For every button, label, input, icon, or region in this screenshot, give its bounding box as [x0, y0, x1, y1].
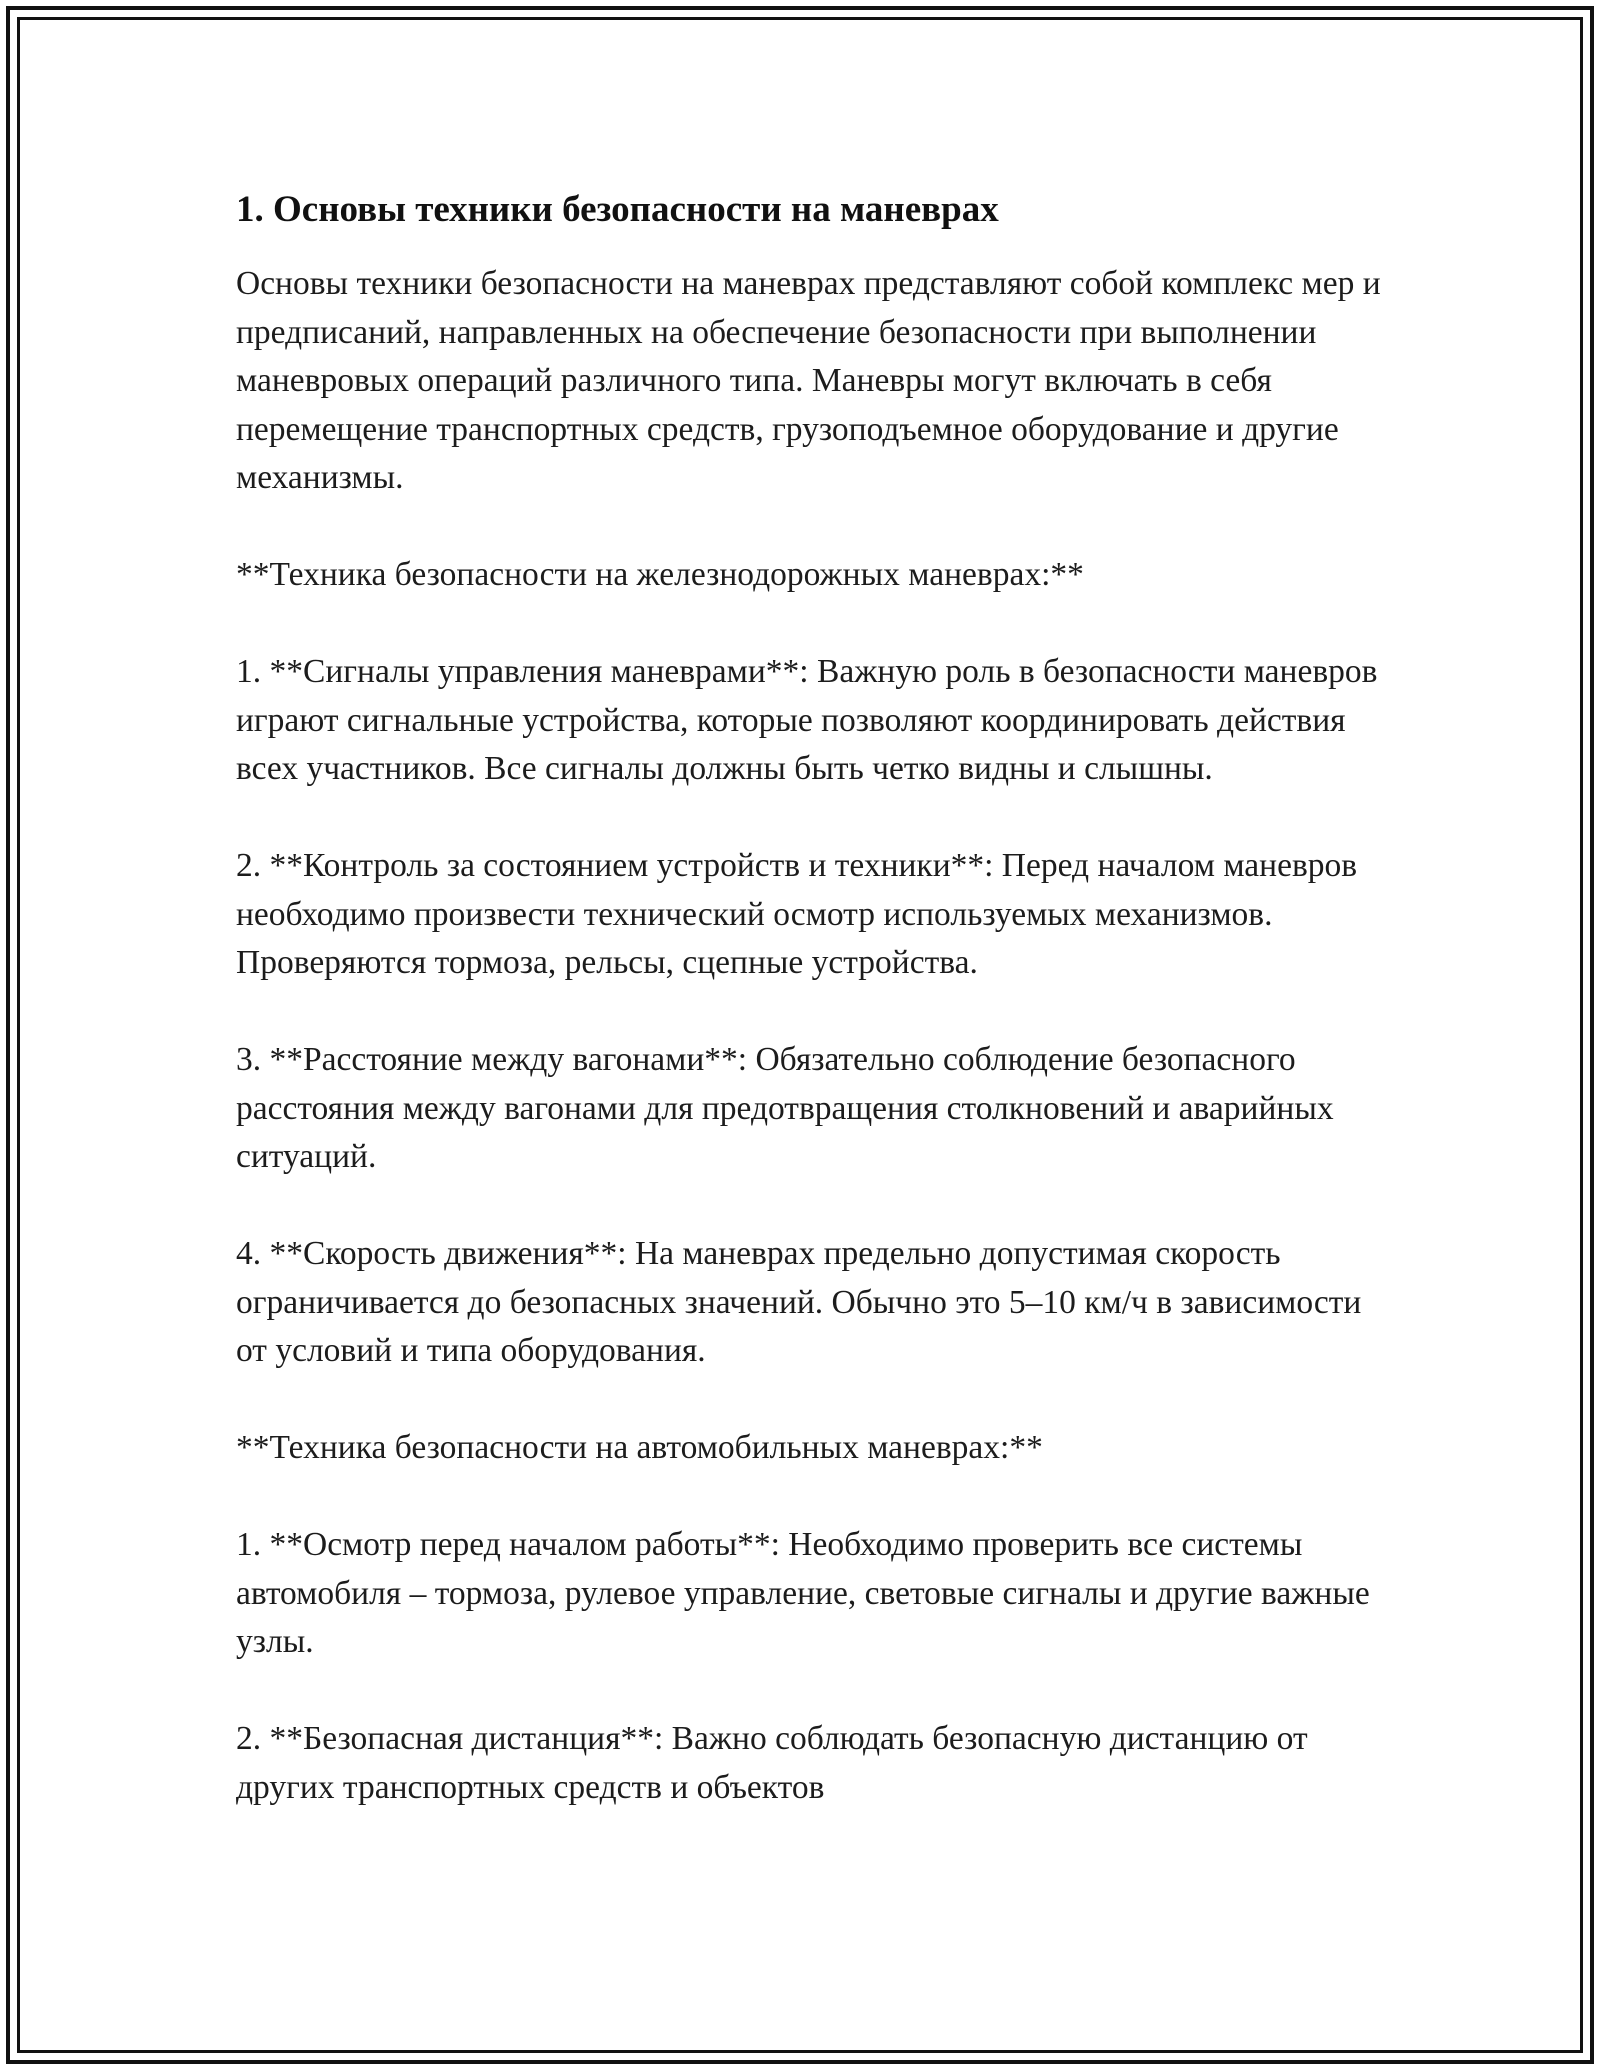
automobile-item-distance: 2. **Безопасная дистанция**: Важно соблюдать безопасную дистанцию от других транспортных средств и объектов [236, 1720, 1308, 1806]
railway-item-signals: 1. **Сигналы управления маневрами**: Важную роль в безопасности маневров играют сигнальные устройства, которые позволяют координировать действия всех участников. Все сигналы должны быть четко видны и слышны. [236, 653, 1378, 787]
railway-section-heading: **Техника безопасности на железнодорожных маневрах:** [236, 556, 1084, 593]
railway-item-inspection: 2. **Контроль за состоянием устройств и техники**: Перед началом маневров необходимо произвести технический осмотр используемых механизмов. Проверяются тормоза, рельсы, сцепные устройства. [236, 847, 1358, 981]
intro-paragraph: Основы техники безопасности на маневрах представляют собой комплекс мер и предписаний, направленных на обеспечение безопасности при выполнении маневровых операций различного типа. Маневры могут включать в себя перемещение транспортных средств, грузоподъемное оборудование и другие механизмы. [236, 265, 1381, 496]
automobile-item-inspection: 1. **Осмотр перед началом работы**: Необходимо проверить все системы автомобиля – тормоза, рулевое управление, световые сигналы и другие важные узлы. [236, 1526, 1370, 1660]
automobile-section-heading: **Техника безопасности на автомобильных маневрах:** [236, 1429, 1043, 1466]
railway-item-speed: 4. **Скорость движения**: На маневрах предельно допустимая скорость ограничивается до безопасных значений. Обычно это 5–10 км/ч в зависимости от условий и типа оборудования. [236, 1235, 1362, 1369]
section-heading: 1. Основы техники безопасности на маневрах [236, 189, 999, 230]
document-body [236, 186, 1386, 1812]
railway-item-distance: 3. **Расстояние между вагонами**: Обязательно соблюдение безопасного расстояния между вагонами для предотвращения столкновений и аварийных ситуаций. [236, 1041, 1334, 1175]
